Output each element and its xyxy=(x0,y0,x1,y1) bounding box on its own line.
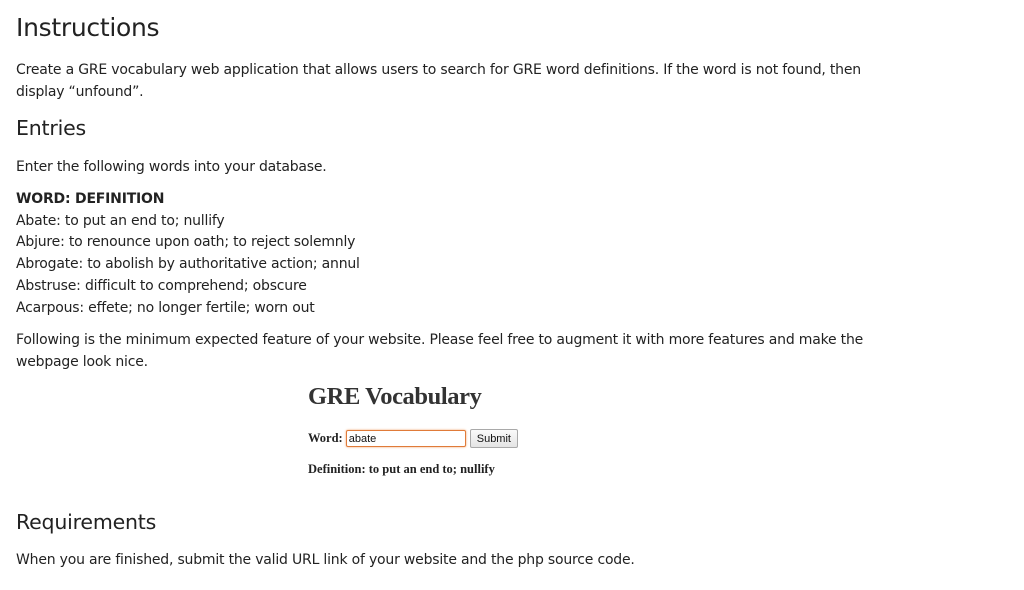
word-list xyxy=(16,189,360,319)
list-item: Abstruse: difficult to comprehend; obscure xyxy=(16,277,307,294)
list-item: Abate: to put an end to; nullify xyxy=(16,212,225,229)
word-input[interactable] xyxy=(346,430,466,447)
entries-heading: Entries xyxy=(16,116,86,140)
definition-result: Definition: to put an end to; nullify xyxy=(308,462,495,476)
demo-search-form xyxy=(308,429,518,448)
word-list-header: WORD: DEFINITION xyxy=(16,191,165,207)
entries-intro: Enter the following words into your database. xyxy=(16,159,327,175)
list-item: Acarpous: effete; no longer fertile; worn out xyxy=(16,299,315,316)
feature-text: Following is the minimum expected feature of your website. Please feel free to augment it with more features and make the webpage look nice. xyxy=(16,332,864,370)
requirements-text: When you are finished, submit the valid URL link of your website and the php source code. xyxy=(16,552,635,568)
demo-title: GRE Vocabulary xyxy=(308,383,482,410)
demo-screenshot xyxy=(308,381,548,491)
word-label: Word: xyxy=(308,431,343,445)
requirements-heading: Requirements xyxy=(16,510,157,534)
instructions-text: Create a GRE vocabulary web application that allows users to search for GRE word definitions. If the word is not found, then display “unfound”. xyxy=(16,62,861,100)
instructions-heading: Instructions xyxy=(16,13,160,42)
submit-button[interactable]: Submit xyxy=(470,429,518,448)
list-item: Abjure: to renounce upon oath; to reject solemnly xyxy=(16,234,356,251)
list-item: Abrogate: to abolish by authoritative action; annul xyxy=(16,256,360,273)
